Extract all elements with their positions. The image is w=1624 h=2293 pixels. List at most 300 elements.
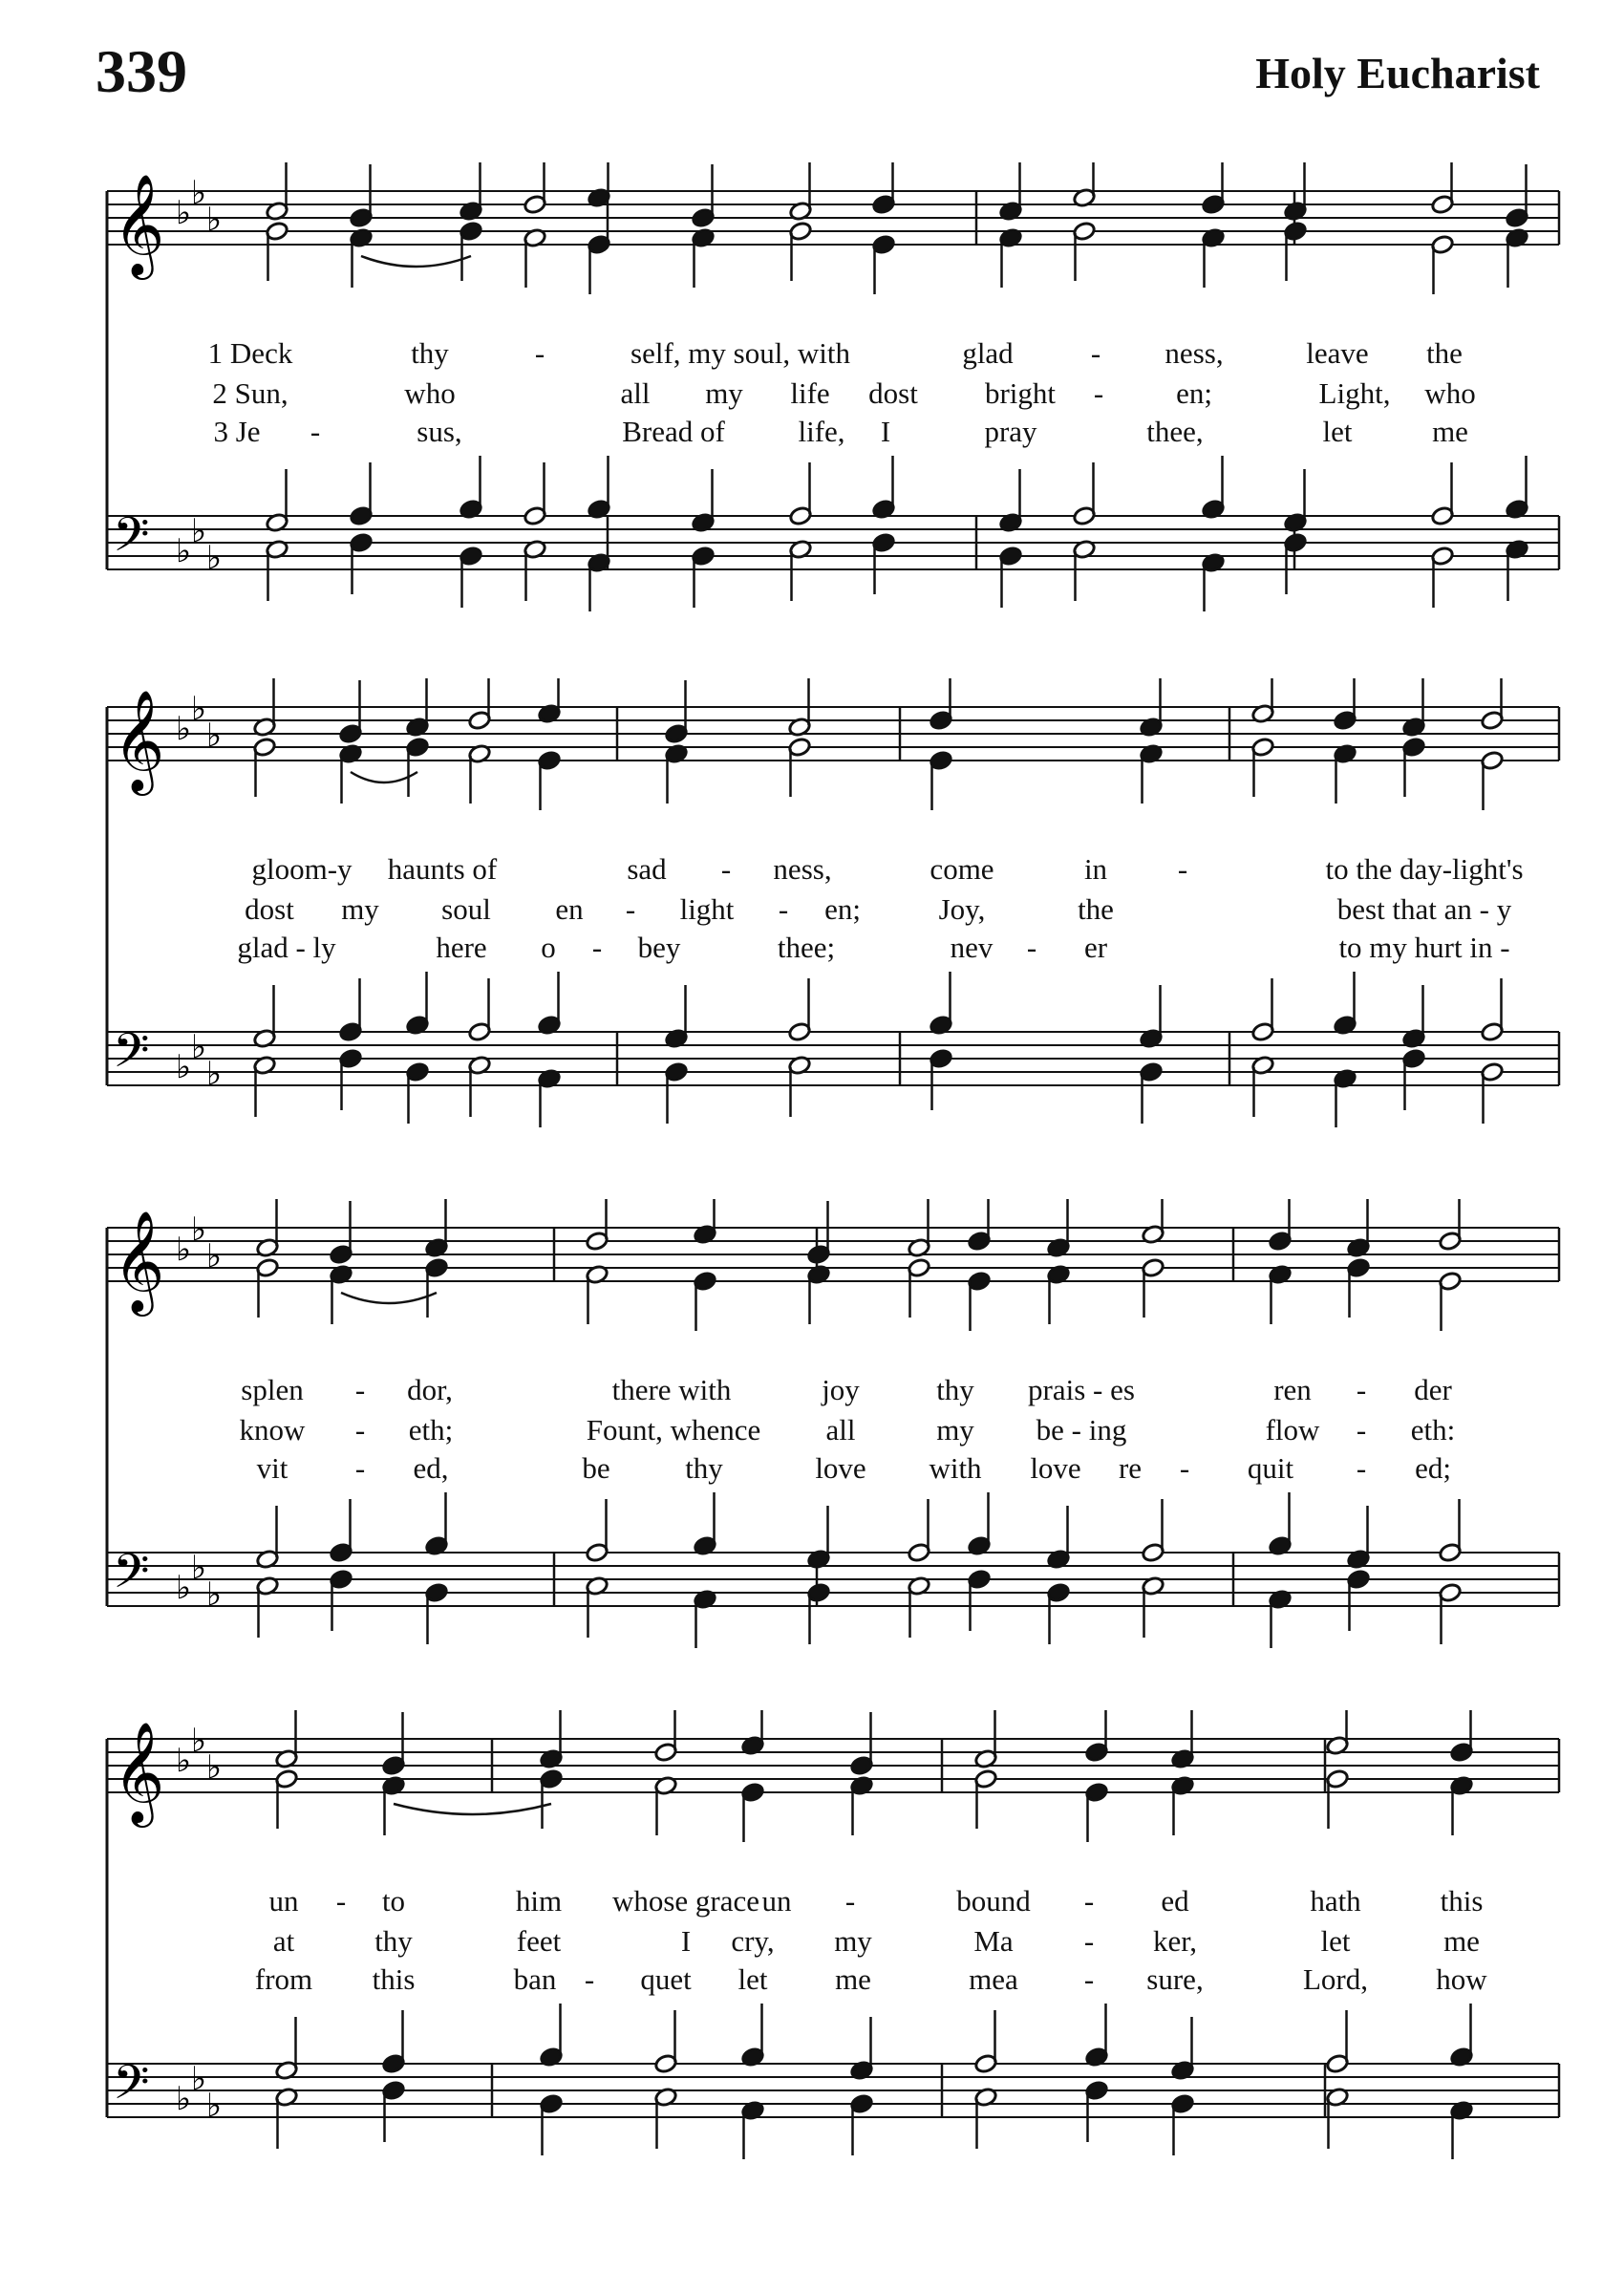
quarter-note (1401, 1048, 1425, 1110)
quarter-note (691, 469, 715, 533)
quarter-note (329, 1569, 353, 1631)
quarter-note (1201, 552, 1225, 611)
lyric-syllable: cry, (731, 1924, 775, 1958)
flat-sign: ♭ (191, 174, 207, 212)
quarter-note (1505, 164, 1528, 228)
lyric-syllable: prais - es (1028, 1373, 1135, 1406)
lyric-syllable: life (790, 376, 830, 410)
lyric-syllable: bey (637, 931, 681, 964)
lyric-syllable: - (1093, 376, 1104, 410)
quarter-note (338, 743, 362, 804)
quarter-note (871, 162, 895, 215)
quarter-note (806, 1201, 830, 1265)
lyric-syllable: thy (374, 1924, 413, 1958)
lyric-syllable: - (1356, 1373, 1367, 1406)
quarter-note (849, 1775, 873, 1835)
lyric-syllable: my (834, 1924, 872, 1958)
quarter-note (967, 1271, 991, 1331)
lyric-syllable: this (372, 1962, 416, 1996)
lyric-syllable: - (335, 1884, 347, 1918)
lyric-syllable: - (1356, 1413, 1367, 1447)
quarter-note (1170, 1775, 1194, 1835)
lyric-syllable: me (1443, 1924, 1480, 1958)
half-note (1250, 737, 1274, 797)
quarter-note (929, 972, 952, 1036)
lyric-syllable: - (625, 892, 636, 926)
lyric-syllable: the (1078, 892, 1114, 926)
lyric-syllable: thy (685, 1451, 723, 1485)
lyric-syllable: Bread of (622, 415, 725, 448)
quarter-note (693, 1271, 716, 1331)
lyric-syllable: who (1424, 376, 1476, 410)
half-note (255, 1506, 279, 1570)
flat-sign: ♭ (176, 2080, 192, 2118)
bass-staff (107, 1553, 1559, 1606)
bass-clef: 𝄢 (113, 507, 150, 574)
quarter-note (349, 532, 373, 594)
quarter-note (1201, 456, 1225, 520)
quarter-note (459, 546, 482, 608)
quarter-note (693, 1492, 716, 1556)
quarter-note (587, 552, 610, 611)
quarter-note (871, 234, 895, 294)
half-note (973, 1768, 997, 1829)
lyric-syllable: know (239, 1413, 306, 1447)
quarter-note (1268, 1492, 1292, 1556)
treble-clef: 𝄞 (113, 689, 165, 791)
half-note (1141, 1257, 1165, 1318)
half-note (274, 1768, 298, 1829)
quarter-note (1346, 1569, 1370, 1631)
quarter-note (929, 678, 952, 731)
quarter-note (998, 469, 1022, 533)
hymn-number: 339 (96, 37, 187, 105)
quarter-note (1268, 1264, 1292, 1324)
lyric-syllable: Lord, (1302, 1962, 1369, 1996)
quarter-note (424, 1582, 448, 1644)
quarter-note (539, 2004, 563, 2068)
half-note (523, 162, 546, 215)
flat-sign: ♭ (206, 1237, 223, 1275)
lyric-syllable: der (1414, 1373, 1452, 1406)
quarter-note (539, 1768, 563, 1829)
quarter-note (1346, 1257, 1370, 1318)
half-note (1072, 162, 1096, 208)
lyric-syllable: thee; (777, 931, 836, 964)
quarter-note (664, 985, 688, 1049)
half-note (1430, 462, 1454, 526)
lyric-syllable: mea (969, 1962, 1018, 1996)
quarter-note (381, 1712, 405, 1776)
half-note (265, 221, 288, 281)
lyric-syllable: let (1320, 1924, 1351, 1958)
quarter-note (806, 1506, 830, 1570)
quarter-note (349, 164, 373, 228)
music-system (0, 1710, 1624, 2159)
lyric-syllable: all (825, 1413, 856, 1447)
lyric-syllable: let (1322, 415, 1353, 448)
quarter-note (1449, 2100, 1473, 2159)
lyric-syllable: bound (956, 1884, 1031, 1918)
lyric-syllable: o (541, 931, 556, 964)
lyric-syllable: en (555, 892, 584, 926)
half-note (1438, 1271, 1462, 1331)
quarter-note (1283, 469, 1307, 533)
lyric-syllable: light (679, 892, 735, 926)
lyric-syllable: to my hurt in - (1338, 931, 1510, 964)
quarter-note (664, 1061, 688, 1124)
lyric-syllable: Joy, (938, 892, 986, 926)
quarter-note (587, 234, 610, 294)
lyric-syllable: come (930, 852, 994, 886)
lyric-syllable: the (1426, 336, 1463, 370)
flat-sign: ♭ (191, 1211, 207, 1249)
lyric-syllable: to the day-light's (1325, 852, 1524, 886)
lyric-syllable: to (381, 1884, 406, 1918)
quarter-note (587, 162, 610, 208)
flat-sign: ♭ (191, 1722, 207, 1760)
quarter-note (998, 546, 1022, 608)
half-note (653, 2010, 677, 2074)
quarter-note (1201, 227, 1225, 288)
quarter-note (740, 2004, 764, 2068)
quarter-note (349, 462, 373, 526)
quarter-note (1170, 2017, 1194, 2081)
quarter-note (1084, 1782, 1108, 1842)
flat-sign: ♭ (176, 710, 192, 748)
quarter-note (1046, 1506, 1070, 1570)
quarter-note (587, 456, 610, 520)
quarter-note (929, 1048, 952, 1110)
lyric-syllable: ban (513, 1962, 557, 1996)
lyric-syllable: my (705, 376, 743, 410)
quarter-note (1046, 1264, 1070, 1324)
lyric-syllable: eth; (408, 1413, 454, 1447)
quarter-note (1505, 227, 1528, 288)
lyric-syllable: from (254, 1962, 313, 1996)
quarter-note (740, 1782, 764, 1842)
lyric-syllable: er (1083, 931, 1108, 964)
lyric-syllable: splen (241, 1373, 304, 1406)
lyric-syllable: - (584, 1962, 595, 1996)
bass-staff (107, 516, 1559, 569)
lyric-syllable: joy (822, 1373, 860, 1406)
flat-sign: ♭ (176, 1569, 192, 1607)
quarter-note (806, 1264, 830, 1324)
lyric-syllable: eth: (1410, 1413, 1456, 1447)
lyric-syllable: with (929, 1451, 982, 1485)
lyric-syllable: there with (611, 1373, 732, 1406)
quarter-note (381, 2080, 405, 2142)
lyric-syllable: - (354, 1373, 366, 1406)
flat-sign: ♭ (206, 717, 223, 755)
half-note (255, 1257, 279, 1318)
lyric-syllable: - (1083, 1884, 1095, 1918)
treble-clef: 𝄞 (113, 1721, 165, 1823)
flat-sign: ♭ (206, 1748, 223, 1787)
lyric-syllable: Fount, whence (586, 1413, 761, 1447)
lyric-syllable: thy (936, 1373, 974, 1406)
half-note (1438, 1199, 1462, 1252)
flat-sign: ♭ (176, 532, 192, 570)
lyric-syllable: dost (245, 892, 294, 926)
quarter-note (537, 1068, 561, 1127)
half-note (1250, 678, 1274, 724)
lyric-syllable: dor, (407, 1373, 453, 1406)
lyric-syllable: glad - ly (237, 931, 336, 964)
quarter-note (1268, 1199, 1292, 1252)
quarter-note (1170, 2093, 1194, 2155)
lyric-syllable: love (1030, 1451, 1081, 1485)
quarter-note (1401, 985, 1425, 1049)
quarter-note (338, 1048, 362, 1110)
lyric-syllable: love (815, 1451, 866, 1485)
quarter-note (664, 743, 688, 804)
flat-sign: ♭ (191, 690, 207, 728)
half-note (653, 1775, 677, 1835)
half-note (1141, 1199, 1165, 1245)
quarter-note (1401, 737, 1425, 797)
lyric-syllable: - (310, 415, 321, 448)
flat-sign: ♭ (191, 1549, 207, 1587)
lyric-syllable: ed, (413, 1451, 449, 1485)
half-note (585, 1264, 609, 1324)
quarter-note (1333, 972, 1357, 1036)
half-note (467, 678, 491, 731)
quarter-note (849, 2093, 873, 2155)
quarter-note (871, 456, 895, 520)
flat-sign: ♭ (206, 1055, 223, 1093)
system-staves (0, 1710, 1624, 2159)
lyric-syllable: sure, (1146, 1962, 1204, 1996)
half-note (1480, 750, 1504, 810)
lyric-syllable: ness, (773, 852, 832, 886)
quarter-note (693, 1199, 716, 1245)
half-note (1430, 162, 1454, 215)
lyric-syllable: thee, (1146, 415, 1204, 448)
lyric-syllable: en; (1176, 376, 1212, 410)
lyric-syllable: - (1026, 931, 1037, 964)
lyric-syllable: vit (256, 1451, 288, 1485)
half-note (585, 1499, 609, 1563)
lyric-syllable: - (1177, 852, 1188, 886)
quarter-note (459, 456, 482, 520)
bass-clef: 𝄢 (113, 1023, 150, 1090)
quarter-note (1333, 678, 1357, 731)
lyric-syllable: haunts of (387, 852, 498, 886)
lyric-syllable: - (591, 931, 603, 964)
music-system (0, 162, 1624, 611)
lyric-syllable: me (1432, 415, 1468, 448)
lyric-syllable: self, my soul, with (630, 336, 850, 370)
quarter-note (329, 1499, 353, 1563)
lyric-syllable: - (720, 852, 732, 886)
half-note (973, 2010, 997, 2074)
slur (341, 1293, 437, 1303)
lyric-syllable: flow (1265, 1413, 1320, 1447)
quarter-note (1201, 162, 1225, 215)
lyric-syllable: ren (1273, 1373, 1312, 1406)
treble-staff (107, 191, 1559, 245)
lyric-syllable: 1 Deck (207, 336, 293, 370)
lyric-syllable: bright (984, 376, 1057, 410)
flat-sign: ♭ (206, 201, 223, 239)
quarter-note (967, 1199, 991, 1252)
half-note (467, 743, 491, 804)
quarter-note (693, 1589, 716, 1648)
lyric-syllable: - (1083, 1962, 1095, 1996)
flat-sign: ♭ (176, 1742, 192, 1780)
lyric-syllable: life, (798, 415, 845, 448)
flat-sign: ♭ (191, 512, 207, 550)
lyric-syllable: quet (640, 1962, 692, 1996)
quarter-note (338, 978, 362, 1042)
slur (361, 256, 471, 267)
flat-sign: ♭ (191, 2060, 207, 2098)
lyric-syllable: me (835, 1962, 871, 1996)
quarter-note (691, 227, 715, 288)
half-note (252, 985, 276, 1049)
half-note (1438, 1582, 1462, 1644)
lyric-syllable: ker, (1152, 1924, 1198, 1958)
quarter-note (537, 678, 561, 724)
quarter-note (849, 2017, 873, 2081)
lyric-syllable: un (268, 1884, 299, 1918)
treble-clef: 𝄞 (113, 173, 165, 275)
half-note (1480, 1061, 1504, 1124)
half-note (523, 227, 546, 288)
music-system (0, 678, 1624, 1127)
lyric-syllable: leave (1306, 336, 1369, 370)
half-note (787, 978, 811, 1042)
quarter-note (740, 2100, 764, 2159)
lyric-syllable: here (436, 931, 487, 964)
quarter-note (1139, 743, 1163, 804)
lyric-syllable: soul (441, 892, 491, 926)
lyric-syllable: be (582, 1451, 610, 1485)
lyric-syllable: re (1118, 1451, 1143, 1485)
quarter-note (740, 1710, 764, 1756)
quarter-note (1283, 221, 1307, 281)
flat-sign: ♭ (206, 1575, 223, 1614)
lyric-syllable: thy (411, 336, 449, 370)
quarter-note (1449, 1775, 1473, 1835)
half-note (907, 1499, 930, 1563)
quarter-note (405, 1061, 429, 1124)
lyric-syllable: - (844, 1884, 856, 1918)
lyric-syllable: how (1436, 1962, 1487, 1996)
lyric-syllable: feet (516, 1924, 562, 1958)
half-note (787, 737, 811, 797)
lyric-syllable: - (1090, 336, 1101, 370)
lyric-syllable: un (761, 1884, 792, 1918)
quarter-note (967, 1492, 991, 1556)
quarter-note (967, 1569, 991, 1631)
quarter-note (424, 1257, 448, 1318)
quarter-note (1449, 2004, 1473, 2068)
treble-clef: 𝄞 (113, 1210, 165, 1312)
quarter-note (1084, 2080, 1108, 2142)
lyric-syllable: Ma (973, 1924, 1014, 1958)
half-note (788, 221, 812, 281)
lyric-syllable: 2 Sun, (212, 376, 288, 410)
half-note (1430, 546, 1454, 608)
half-note (252, 737, 276, 797)
lyric-syllable: nev (950, 931, 994, 964)
quarter-note (1084, 2004, 1108, 2068)
lyric-syllable: I (680, 1924, 692, 1958)
half-note (274, 2017, 298, 2081)
lyric-syllable: him (515, 1884, 563, 1918)
quarter-note (537, 750, 561, 810)
quarter-note (459, 221, 482, 281)
lyric-syllable: glad (962, 336, 1014, 370)
flat-sign: ♭ (206, 2087, 223, 2125)
half-note (788, 462, 812, 526)
quarter-note (1139, 985, 1163, 1049)
quarter-note (1046, 1582, 1070, 1644)
half-note (653, 1710, 677, 1763)
flat-sign: ♭ (176, 1231, 192, 1269)
lyric-syllable: I (880, 415, 891, 448)
quarter-note (1333, 743, 1357, 804)
half-note (1480, 978, 1504, 1042)
half-note (1325, 1710, 1349, 1756)
bass-clef: 𝄢 (113, 1544, 150, 1611)
quarter-note (1333, 1068, 1357, 1127)
half-note (1325, 1768, 1349, 1829)
lyric-syllable: in (1083, 852, 1108, 886)
half-note (907, 1257, 930, 1318)
half-note (1430, 234, 1454, 294)
quarter-note (1505, 456, 1528, 520)
lyric-syllable: - (354, 1413, 366, 1447)
lyric-syllable: - (1083, 1924, 1095, 1958)
quarter-note (998, 227, 1022, 288)
flat-sign: ♭ (176, 194, 192, 232)
half-note (467, 978, 491, 1042)
quarter-note (849, 1712, 873, 1776)
lyric-syllable: dost (868, 376, 918, 410)
quarter-note (349, 227, 373, 288)
lyric-syllable: pray (984, 415, 1037, 448)
half-note (1480, 678, 1504, 731)
slur (394, 1804, 551, 1814)
section-title: Holy Eucharist (1255, 49, 1540, 97)
lyric-syllable: at (272, 1924, 295, 1958)
quarter-note (1139, 1061, 1163, 1124)
lyric-syllable: sad (627, 852, 667, 886)
lyric-syllable: whose grace (611, 1884, 760, 1918)
quarter-note (1346, 1506, 1370, 1570)
lyric-syllable: ed (1161, 1884, 1189, 1918)
lyric-syllable: ness, (1165, 336, 1224, 370)
quarter-note (1084, 1710, 1108, 1763)
lyric-syllable: sus, (417, 415, 462, 448)
lyric-syllable: - (534, 336, 545, 370)
lyric-syllable: who (404, 376, 456, 410)
half-note (1438, 1499, 1462, 1563)
lyric-syllable: hath (1310, 1884, 1361, 1918)
quarter-note (929, 750, 952, 810)
lyric-syllable: - (1356, 1451, 1367, 1485)
quarter-note (1449, 1710, 1473, 1763)
quarter-note (537, 972, 561, 1036)
lyric-syllable: quit (1247, 1451, 1294, 1485)
half-note (1250, 978, 1274, 1042)
quarter-note (871, 532, 895, 594)
lyric-syllable: Light, (1318, 376, 1391, 410)
